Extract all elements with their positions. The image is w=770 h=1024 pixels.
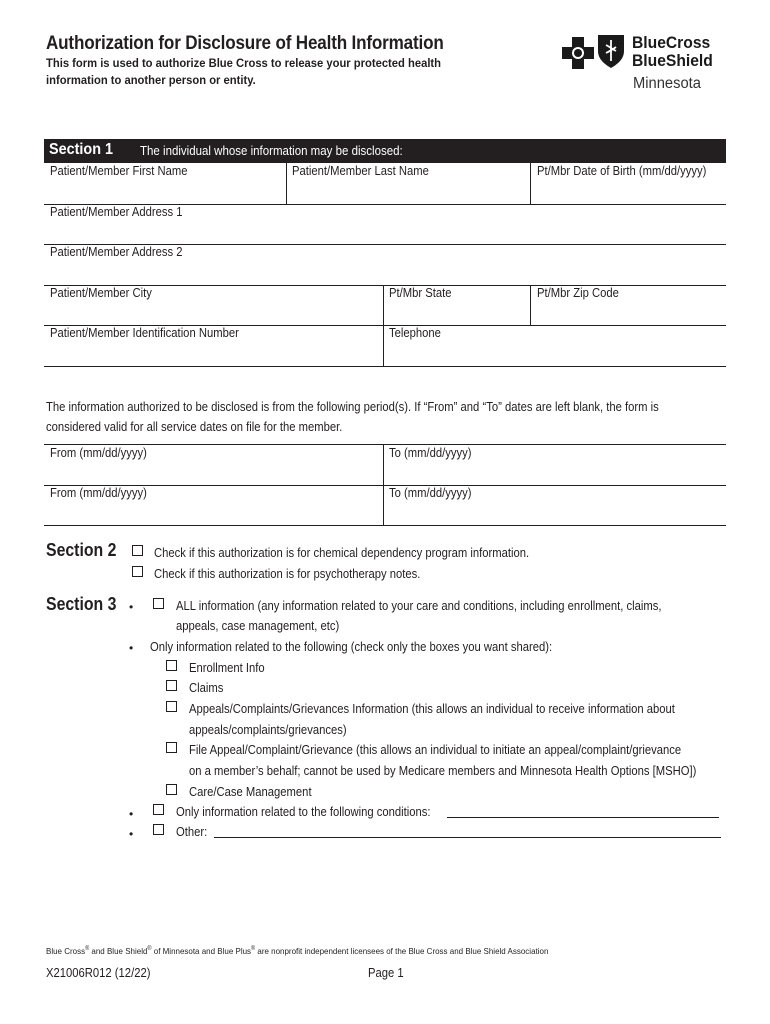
- other-checkbox[interactable]: [153, 824, 164, 835]
- zip-label: Pt/Mbr Zip Code: [537, 286, 619, 300]
- other-input-line[interactable]: [214, 837, 721, 838]
- registered-mark: ®: [251, 946, 256, 953]
- city-label: Patient/Member City: [50, 286, 152, 300]
- member-id-field[interactable]: [46, 342, 381, 364]
- divider: [530, 285, 531, 326]
- form-title: Authorization for Disclosure of Health Information: [46, 33, 444, 54]
- state-label: Pt/Mbr State: [389, 286, 452, 300]
- conditions-input-line[interactable]: [447, 817, 719, 818]
- form-subtitle: [46, 55, 488, 89]
- to-date-1-field[interactable]: [386, 462, 724, 483]
- address2-field[interactable]: [46, 261, 724, 283]
- conditions-label: Only information related to the following conditions:: [176, 805, 431, 819]
- licensee-note: [46, 946, 548, 956]
- subtitle-line-2: information to another person or entity.: [46, 73, 256, 87]
- divider: [44, 366, 726, 367]
- blue-cross-icon: [562, 37, 594, 69]
- blue-shield-icon: [596, 33, 626, 69]
- bullet: •: [129, 807, 134, 821]
- note-text: of Minnesota and Blue Plus: [151, 946, 252, 956]
- psychotherapy-notes-checkbox[interactable]: [132, 566, 143, 577]
- care-case-management-checkbox[interactable]: [166, 784, 177, 795]
- appeals-info-label-line2: appeals/complaints/grievances): [189, 723, 347, 737]
- file-appeal-label-line1: File Appeal/Complaint/Grievance (this allows an individual to initiate an appeal/complaint/grievance: [189, 743, 682, 757]
- note-text: Blue Cross: [46, 946, 86, 956]
- from-date-1-label: From (mm/dd/yyyy): [50, 446, 147, 460]
- appeals-info-label-line1: Appeals/Complaints/Grievances Information (this allows an individual to receive information about: [189, 702, 675, 716]
- logo-bluecross-text: BlueCross: [632, 33, 711, 52]
- claims-checkbox[interactable]: [166, 680, 177, 691]
- chemical-dependency-checkbox[interactable]: [132, 545, 143, 556]
- last-name-label: Patient/Member Last Name: [292, 164, 429, 178]
- telephone-label: Telephone: [389, 326, 441, 340]
- to-date-2-field[interactable]: [386, 502, 724, 523]
- bullet: •: [129, 600, 134, 614]
- bcbs-logo: [562, 31, 732, 95]
- all-information-label-line1: ALL information (any information related to your care and conditions, including enrollment, claims,: [176, 599, 662, 613]
- section-2-heading: Section 2: [46, 540, 117, 560]
- all-information-label-line2: appeals, case management, etc): [176, 619, 340, 633]
- only-information-label: Only information related to the following (check only the boxes you want shared):: [150, 640, 553, 654]
- city-field[interactable]: [46, 302, 381, 324]
- logo-blueshield-text: BlueShield: [632, 51, 713, 70]
- dates-intro-line-1: The information authorized to be disclosed is from the following period(s). If “From” and “To” dates are left blank, the form is: [46, 400, 659, 414]
- subtitle-line-1: This form is used to authorize Blue Cross to release your protected health: [46, 56, 442, 70]
- note-text: and Blue Shield: [89, 946, 148, 956]
- form-code: X21006R012 (12/22): [46, 966, 151, 980]
- section-3-heading: Section 3: [46, 594, 117, 614]
- to-date-2-label: To (mm/dd/yyyy): [389, 486, 472, 500]
- state-field[interactable]: [386, 302, 528, 324]
- first-name-field[interactable]: [46, 180, 284, 202]
- enrollment-info-label: Enrollment Info: [189, 661, 265, 675]
- divider: [530, 163, 531, 204]
- other-label: Other:: [176, 825, 208, 839]
- care-case-management-label: Care/Case Management: [189, 785, 312, 799]
- section-1-description: The individual whose information may be disclosed:: [140, 144, 403, 158]
- address1-label: Patient/Member Address 1: [50, 205, 183, 219]
- enrollment-info-checkbox[interactable]: [166, 660, 177, 671]
- claims-label: Claims: [189, 681, 224, 695]
- psychotherapy-notes-label: Check if this authorization is for psychotherapy notes.: [154, 567, 421, 581]
- conditions-checkbox[interactable]: [153, 804, 164, 815]
- from-date-1-field[interactable]: [46, 462, 381, 483]
- from-date-2-field[interactable]: [46, 502, 381, 523]
- address1-field[interactable]: [46, 221, 724, 243]
- dates-intro: [46, 397, 667, 437]
- dob-label: Pt/Mbr Date of Birth (mm/dd/yyyy): [537, 164, 707, 178]
- divider: [383, 285, 384, 367]
- dates-intro-line-2: considered valid for all service dates on file for the member.: [46, 420, 343, 434]
- page-number: Page 1: [368, 966, 404, 980]
- appeals-info-checkbox[interactable]: [166, 701, 177, 712]
- section-1-heading: Section 1: [49, 141, 114, 158]
- zip-field[interactable]: [533, 302, 725, 324]
- bullet: •: [129, 827, 134, 841]
- bullet: •: [129, 641, 134, 655]
- section-1-header-bar: [44, 139, 726, 163]
- logo-minnesota-text: Minnesota: [633, 75, 701, 92]
- file-appeal-label-line2: on a member’s behalf; cannot be used by Medicare members and Minnesota Health Options [MSHO]): [189, 764, 697, 778]
- to-date-1-label: To (mm/dd/yyyy): [389, 446, 472, 460]
- note-text: are nonprofit independent licensees of the Blue Cross and Blue Shield Association: [255, 946, 549, 956]
- registered-mark: ®: [85, 946, 90, 953]
- divider: [44, 525, 726, 526]
- member-id-label: Patient/Member Identification Number: [50, 326, 239, 340]
- dob-field[interactable]: [533, 180, 725, 202]
- address2-label: Patient/Member Address 2: [50, 245, 183, 259]
- file-appeal-checkbox[interactable]: [166, 742, 177, 753]
- telephone-field[interactable]: [386, 342, 724, 364]
- registered-mark: ®: [147, 946, 152, 953]
- from-date-2-label: From (mm/dd/yyyy): [50, 486, 147, 500]
- last-name-field[interactable]: [289, 180, 527, 202]
- all-information-checkbox[interactable]: [153, 598, 164, 609]
- divider: [286, 163, 287, 204]
- chemical-dependency-label: Check if this authorization is for chemical dependency program information.: [154, 546, 530, 560]
- first-name-label: Patient/Member First Name: [50, 164, 188, 178]
- divider: [44, 444, 726, 445]
